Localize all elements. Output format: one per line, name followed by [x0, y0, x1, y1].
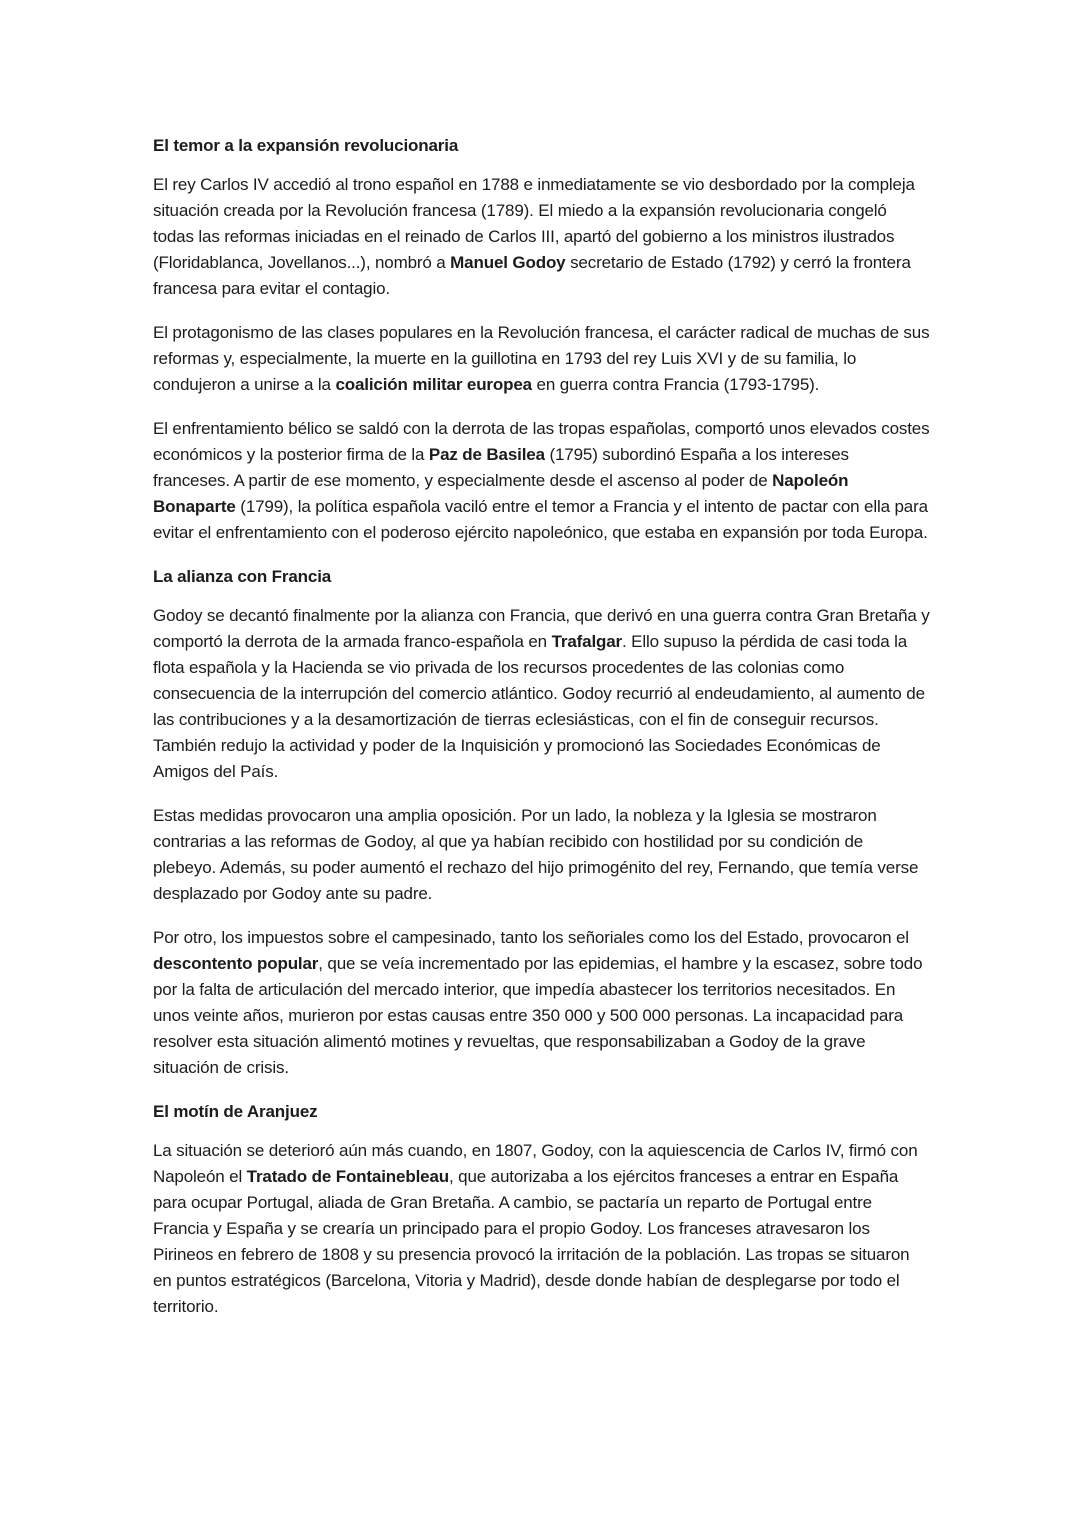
paragraph: El rey Carlos IV accedió al trono español en 1788 e inmediatamente se vio desbordado por la compleja situación creada por la Revolución francesa (1789). El miedo a la expansión revolucionaria congeló todas las reformas iniciadas en el reinado de Carlos III, apartó del gobierno a los ministros ilustrados (Floridablanca, Jovellanos...), nombró a Manuel Godoy secretario de Estado (1792) y cerró la frontera francesa para evitar el contagio.	[153, 175, 915, 298]
paragraph: La situación se deterioró aún más cuando, en 1807, Godoy, con la aquiescencia de Carlos IV, firmó con Napoleón el Tratado de Fontainebleau, que autorizaba a los ejércitos franceses a entrar en España para ocupar Portugal, aliada de Gran Bretaña. A cambio, se pactaría un reparto de Portugal entre Francia y España y se crearía un principado para el propio Godoy. Los franceses atravesaron los Pirineos en febrero de 1808 y su presencia provocó la irritación de la población. Las tropas se situaron en puntos estratégicos (Barcelona, Vitoria y Madrid), desde donde habían de desplegarse por todo el territorio.	[153, 1141, 918, 1316]
document-section	[153, 1099, 930, 1320]
bold-text: Tratado de Fontainebleau	[246, 1167, 449, 1186]
bold-text: Manuel Godoy	[450, 253, 566, 272]
paragraph: Godoy se decantó finalmente por la alianza con Francia, que derivó en una guerra contra Gran Bretaña y comportó la derrota de la armada franco-española en Trafalgar. Ello supuso la pérdida de casi toda la flota española y la Hacienda se vio privada de los recursos procedentes de las colonias como consecuencia de la interrupción del comercio atlántico. Godoy recurrió al endeudamiento, al aumento de las contribuciones y a la desamortización de tierras eclesiásticas, con el fin de conseguir recursos. También redujo la actividad y poder de la Inquisición y promocionó las Sociedades Económicas de Amigos del País.	[153, 606, 930, 781]
bold-text: Napoleón Bonaparte	[153, 471, 849, 516]
bold-text: descontento popular	[153, 954, 319, 973]
paragraph: Por otro, los impuestos sobre el campesinado, tanto los señoriales como los del Estado, provocaron el descontento popular, que se veía incrementado por las epidemias, el hambre y la escasez, sobre todo por la falta de articulación del mercado interior, que impedía abastecer los territorios necesitados. En unos veinte años, murieron por estas causas entre 350 000 y 500 000 personas. La incapacidad para resolver esta situación alimentó motines y revueltas, que responsabilizaban a Godoy de la grave situación de crisis.	[153, 928, 923, 1077]
paragraph: El enfrentamiento bélico se saldó con la derrota de las tropas españolas, comportó unos elevados costes económicos y la posterior firma de la Paz de Basilea (1795) subordinó España a los intereses franceses. A partir de ese momento, y especialmente desde el ascenso al poder de Napoleón Bonaparte (1799), la política española vaciló entre el temor a Francia y el intento de pactar con ella para evitar el enfrentamiento con el poderoso ejército napoleónico, que estaba en expansión por toda Europa.	[153, 419, 930, 542]
section-heading: La alianza con Francia	[153, 567, 332, 586]
section-heading: El motín de Aranjuez	[153, 1102, 318, 1121]
paragraph: El protagonismo de las clases populares en la Revolución francesa, el carácter radical de muchas de sus reformas y, especialmente, la muerte en la guillotina en 1793 del rey Luis XVI y de su familia, lo condujeron a unirse a la coalición militar europea en guerra contra Francia (1793-1795).	[153, 323, 930, 394]
paragraph: Estas medidas provocaron una amplia oposición. Por un lado, la nobleza y la Iglesia se mostraron contrarias a las reformas de Godoy, al que ya habían recibido con hostilidad por su condición de plebeyo. Además, su poder aumentó el rechazo del hijo primogénito del rey, Fernando, que temía verse desplazado por Godoy ante su padre.	[153, 806, 919, 903]
bold-text: Paz de Basilea	[428, 445, 545, 464]
document-section	[153, 564, 930, 1081]
section-heading: El temor a la expansión revolucionaria	[153, 136, 459, 155]
document-section	[153, 133, 930, 546]
bold-text: coalición militar europea	[335, 375, 532, 394]
bold-text: Trafalgar	[551, 632, 623, 651]
document-body	[153, 133, 930, 1320]
